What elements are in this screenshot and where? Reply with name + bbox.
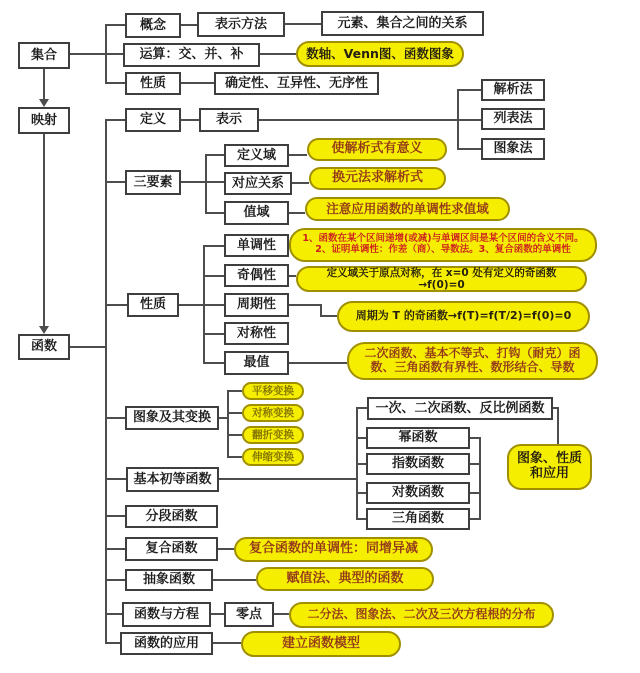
node-mapping: 映射 (18, 107, 70, 134)
connector (107, 417, 125, 419)
annotation-graph-properties-application: 图象、性质和应用 (507, 444, 592, 490)
connector-bracket (227, 390, 229, 458)
node-domain: 定义域 (224, 144, 289, 167)
connector (107, 119, 125, 121)
node-function-properties: 性质 (127, 293, 179, 317)
node-periodicity: 周期性 (224, 293, 289, 317)
node-element-relations: 元素、集合之间的关系 (321, 11, 484, 36)
node-function: 函数 (18, 334, 70, 360)
connector (218, 548, 234, 550)
annotation-operation-tools: 数轴、Venn图、函数图象 (296, 41, 464, 67)
connector (205, 333, 224, 335)
node-operations: 运算：交、并、补 (123, 43, 260, 67)
node-extremum: 最值 (224, 351, 289, 375)
connector (205, 245, 224, 247)
node-basic-elementary-functions: 基本初等函数 (126, 467, 219, 492)
annotation-periodicity: 周期为 T 的奇函数→f(T)=f(T/2)=f(0)=0 (337, 301, 590, 332)
node-basic-function-power: 幂函数 (366, 427, 470, 449)
connector (107, 613, 122, 615)
connector (207, 212, 224, 214)
node-basic-function-logarithmic: 对数函数 (366, 482, 470, 504)
connector (459, 89, 481, 91)
node-piecewise: 分段函数 (125, 505, 218, 528)
node-zero-point: 零点 (224, 602, 274, 627)
connector (289, 362, 347, 364)
connector (229, 412, 242, 414)
annotation-domain: 使解析式有意义 (307, 138, 447, 161)
node-monotonicity: 单调性 (224, 234, 289, 257)
connector-bracket (457, 89, 459, 150)
connector (107, 642, 120, 644)
connector (289, 212, 305, 214)
connector (358, 492, 366, 494)
node-properties-detail: 确定性、互异性、无序性 (214, 72, 379, 95)
node-basic-function-trigonometric: 三角函数 (366, 508, 470, 530)
annotation-transform-fold: 翻折变换 (242, 426, 304, 444)
annotation-range: 注意应用函数的单调性求值域 (305, 197, 510, 221)
connector (358, 518, 366, 520)
connector (470, 492, 479, 494)
node-three-elements: 三要素 (125, 170, 181, 195)
node-graph-transforms: 图象及其变换 (125, 406, 219, 430)
node-basic-function-exponential: 指数函数 (366, 453, 470, 475)
connector (181, 119, 199, 121)
connector (459, 148, 481, 150)
connector (107, 548, 125, 550)
node-basic-function-linear-quadratic: 一次、二次函数、反比例函数 (367, 397, 553, 420)
node-functions-equations: 函数与方程 (122, 602, 211, 627)
connector (358, 437, 366, 439)
connector (274, 613, 289, 615)
node-correspondence: 对应关系 (224, 172, 292, 195)
connector (107, 579, 125, 581)
connector (229, 390, 242, 392)
connector (107, 304, 127, 306)
connector (292, 182, 309, 184)
node-concept: 概念 (125, 13, 181, 38)
connector (43, 69, 45, 100)
connector (205, 275, 224, 277)
node-representation-method: 表示方法 (197, 12, 285, 37)
connector (107, 24, 125, 26)
connector (107, 515, 125, 517)
node-graph-method: 图象法 (481, 138, 545, 160)
connector (70, 53, 123, 55)
connector (211, 613, 224, 615)
annotation-correspondence: 换元法求解析式 (309, 167, 446, 190)
connector (219, 478, 357, 480)
node-function-applications: 函数的应用 (120, 632, 213, 655)
node-range: 值域 (224, 201, 289, 225)
annotation-transform-scale: 伸缩变换 (242, 448, 304, 466)
annotation-abstract: 赋值法、典型的函数 (256, 567, 434, 591)
annotation-composite: 复合函数的单调性：同增异减 (234, 537, 433, 562)
connector (181, 24, 197, 26)
annotation-parity: 定义域关于原点对称，在 x=0 处有定义的奇函数→f(0)=0 (296, 266, 587, 292)
connector (229, 434, 242, 436)
annotation-transform-translate: 平移变换 (242, 382, 304, 400)
connector (260, 53, 296, 55)
annotation-monotonicity-line2: 2、证明单调性：作差（商）、导数法。3、复合函数的单调性 (315, 244, 571, 255)
connector (470, 518, 479, 520)
connector (358, 407, 367, 409)
connector (470, 437, 479, 439)
connector (70, 346, 107, 348)
connector (207, 154, 224, 156)
connector (358, 463, 366, 465)
connector (289, 304, 322, 306)
node-parity: 奇偶性 (224, 264, 289, 287)
node-abstract: 抽象函数 (125, 569, 213, 591)
connector-spine (105, 119, 107, 644)
connector (179, 304, 205, 306)
node-set: 集合 (18, 42, 70, 69)
connector (289, 275, 296, 277)
connector (285, 23, 321, 25)
connector (181, 82, 214, 84)
connector (289, 154, 307, 156)
annotation-monotonicity-line1: 1、函数在某个区间递增(或减)与单调区间是某个区间的含义不同。 (302, 233, 584, 245)
node-analytic-method: 解析法 (481, 79, 545, 101)
connector (205, 304, 224, 306)
connector (259, 119, 481, 121)
connector-spine (105, 24, 107, 84)
connector (213, 579, 256, 581)
node-definition: 定义 (125, 108, 181, 132)
annotation-extremum: 二次函数、基本不等式、打钩（耐克）函数、三角函数有界性、数形结合、导数 (347, 342, 598, 380)
node-composite: 复合函数 (125, 537, 218, 561)
connector (320, 315, 337, 317)
connector (205, 362, 224, 364)
connector (181, 181, 224, 183)
node-notation: 表示 (199, 108, 259, 132)
node-set-properties: 性质 (125, 72, 181, 95)
connector (229, 456, 242, 458)
node-symmetry: 对称性 (224, 322, 289, 345)
connector (107, 82, 125, 84)
annotation-monotonicity (289, 228, 597, 262)
node-list-method: 列表法 (481, 108, 545, 130)
connector-bracket (205, 154, 207, 214)
connector-bracket (479, 437, 481, 520)
annotation-applications: 建立函数模型 (241, 631, 401, 657)
connector (107, 181, 125, 183)
connector (470, 463, 479, 465)
arrow-down-icon (39, 326, 49, 334)
annotation-transform-symmetry: 对称变换 (242, 404, 304, 422)
annotation-zero-point: 二分法、图象法、二次及三次方程根的分布 (289, 602, 554, 628)
connector (107, 478, 126, 480)
arrow-down-icon (39, 99, 49, 107)
connector (43, 134, 45, 327)
connector (557, 407, 559, 444)
connector (213, 642, 241, 644)
